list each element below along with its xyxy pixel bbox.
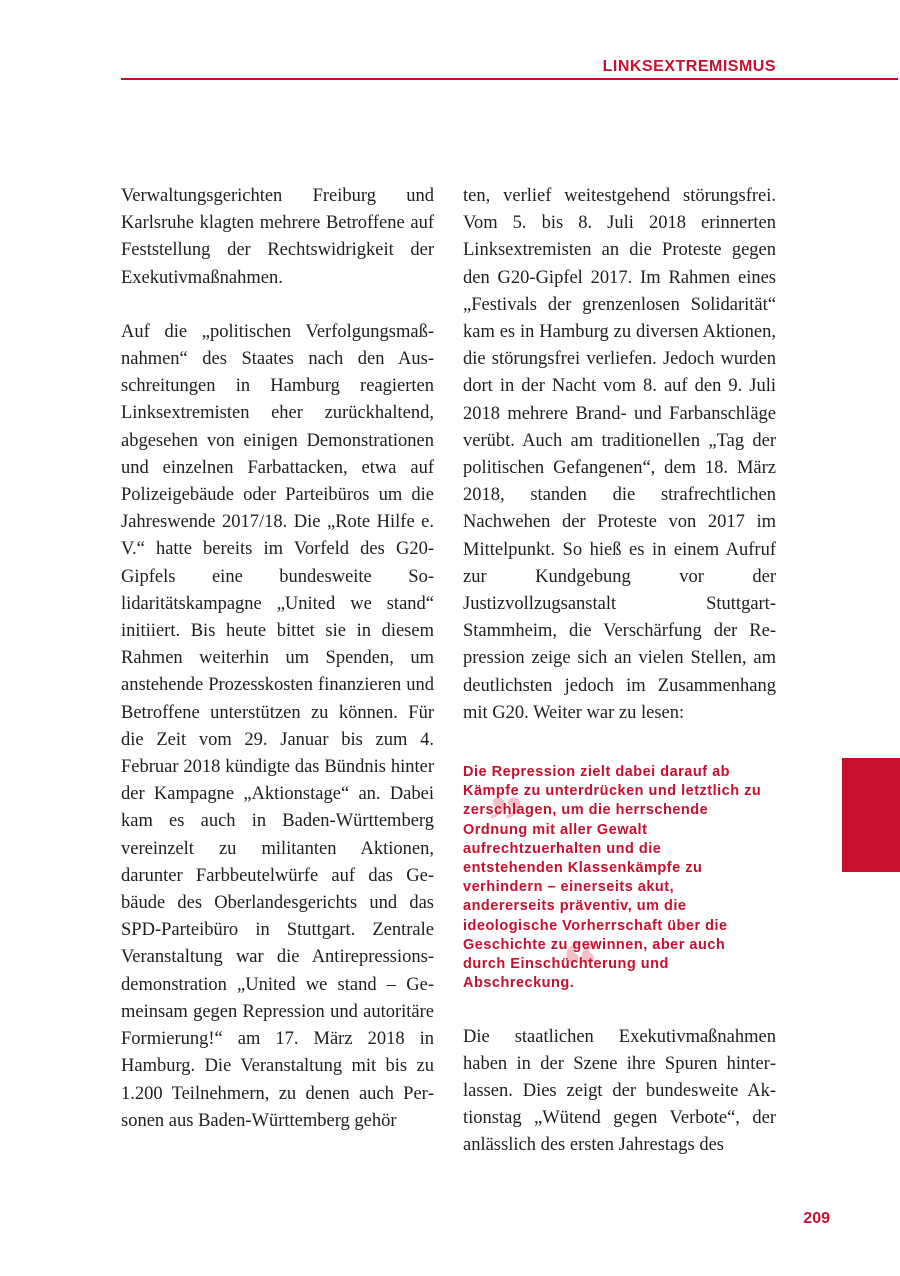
paragraph: Auf die „politischen Verfolgungsmaßnahmen“ des Staates nach den Ausschreitungen in Hamburg reagierten Linksextremisten eher zurückhaltend, abgesehen von einigen Demonstrationen und einzelnen Farbattacken, etwa auf Polizeigebäude oder Parteibüros um die Jahreswende 2017/18. Die „Rote Hilfe e. V.“ hatte bereits im Vorfeld des G20-Gipfels eine bundesweite Solidaritätskampagne „United we stand“ initiiert. Bis heute bittet sie in diesem Rahmen weiterhin um Spenden, um anstehende Prozesskosten finanzieren und Betroffene unterstützen zu können. Für die Zeit vom 29. Januar bis zum 4. Februar 2018 kündigte das Bündnis hinter der Kampagne „Aktionstage“ an. Dabei kam es auch in Baden-Württemberg vereinzelt zu militanten Aktionen, darunter Farbbeutelwürfe auf das Gebäude des Oberlandesgerichts und das SPD-Parteibüro in Stuttgart. Zentrale Veranstaltung war die Antirepressionsdemonstration „United we stand – Gemeinsam gegen Repression und autoritäre Formierung!“ am 17. März 2018 in Hamburg. Die Veranstaltung mit bis zu 1.200 Teilnehmern, zu denen auch Personen aus Baden-Württemberg gehör <box>121 321 434 1131</box>
quote-open-mark-icon: „ <box>489 747 525 825</box>
quote-close-mark-icon: “ <box>563 927 599 1005</box>
section-title: LINKSEXTREMISMUS <box>602 58 776 75</box>
page-header <box>0 0 900 80</box>
paragraph: Verwaltungsgerichten Freiburg und Karlsruhe klagten mehrere Betroffene auf Feststellung der Rechtswidrigkeit der Exekutivmaßnahmen. <box>121 186 434 288</box>
block-quote <box>463 747 763 1005</box>
chapter-tab-marker <box>842 758 900 872</box>
right-column <box>463 183 776 1160</box>
left-column <box>121 183 434 1135</box>
quote-text: Die Repression zielt dabei darauf ab Kämpfe zu unterdrücken und letztlich zu zerschlagen, um die herrschende Ordnung mit aller Gewalt aufrechtzuerhalten und die entstehenden Klassenkämpfe zu verhindern – einerseits akut, andererseits präventiv, um die ideologische Vorherrschaft über die Geschichte zu gewinnen, aber auch durch Einschüchterung und Abschreckung. <box>463 764 762 992</box>
paragraph: ten, verlief weitestgehend störungsfrei. Vom 5. bis 8. Juli 2018 erinnerten Linksextremisten an die Proteste gegen den G20-Gipfel 2017. Im Rahmen eines „Festivals der grenzenlosen Solidarität“ kam es in Hamburg zu diversen Aktionen, die störungsfrei verliefen. Jedoch wurden dort in der Nacht vom 8. auf den 9. Juli 2018 mehrere Brand- und Farbanschläge verübt. Auch am traditionellen „Tag der politischen Gefangenen“, dem 18. März 2018, standen die strafrechtlichen Nachwehen der Proteste von 2017 im Mittelpunkt. So hieß es in einem Aufruf zur Kundgebung vor der Justizvollzugsanstalt Stuttgart-Stammheim, die Verschärfung der Repression zeige sich an vielen Stellen, am deutlichsten jedoch im Zusammenhang mit G20. Weiter war zu lesen: <box>463 186 776 723</box>
header-rule <box>121 78 898 80</box>
paragraph: Die staatlichen Exekutivmaßnahmen haben in der Szene ihre Spuren hinterlassen. Dies zeigt der bundesweite Aktionstag „Wütend gegen Verbote“, der anlässlich des ersten Jahrestags des <box>463 1026 776 1156</box>
page-number: 209 <box>803 1210 830 1227</box>
